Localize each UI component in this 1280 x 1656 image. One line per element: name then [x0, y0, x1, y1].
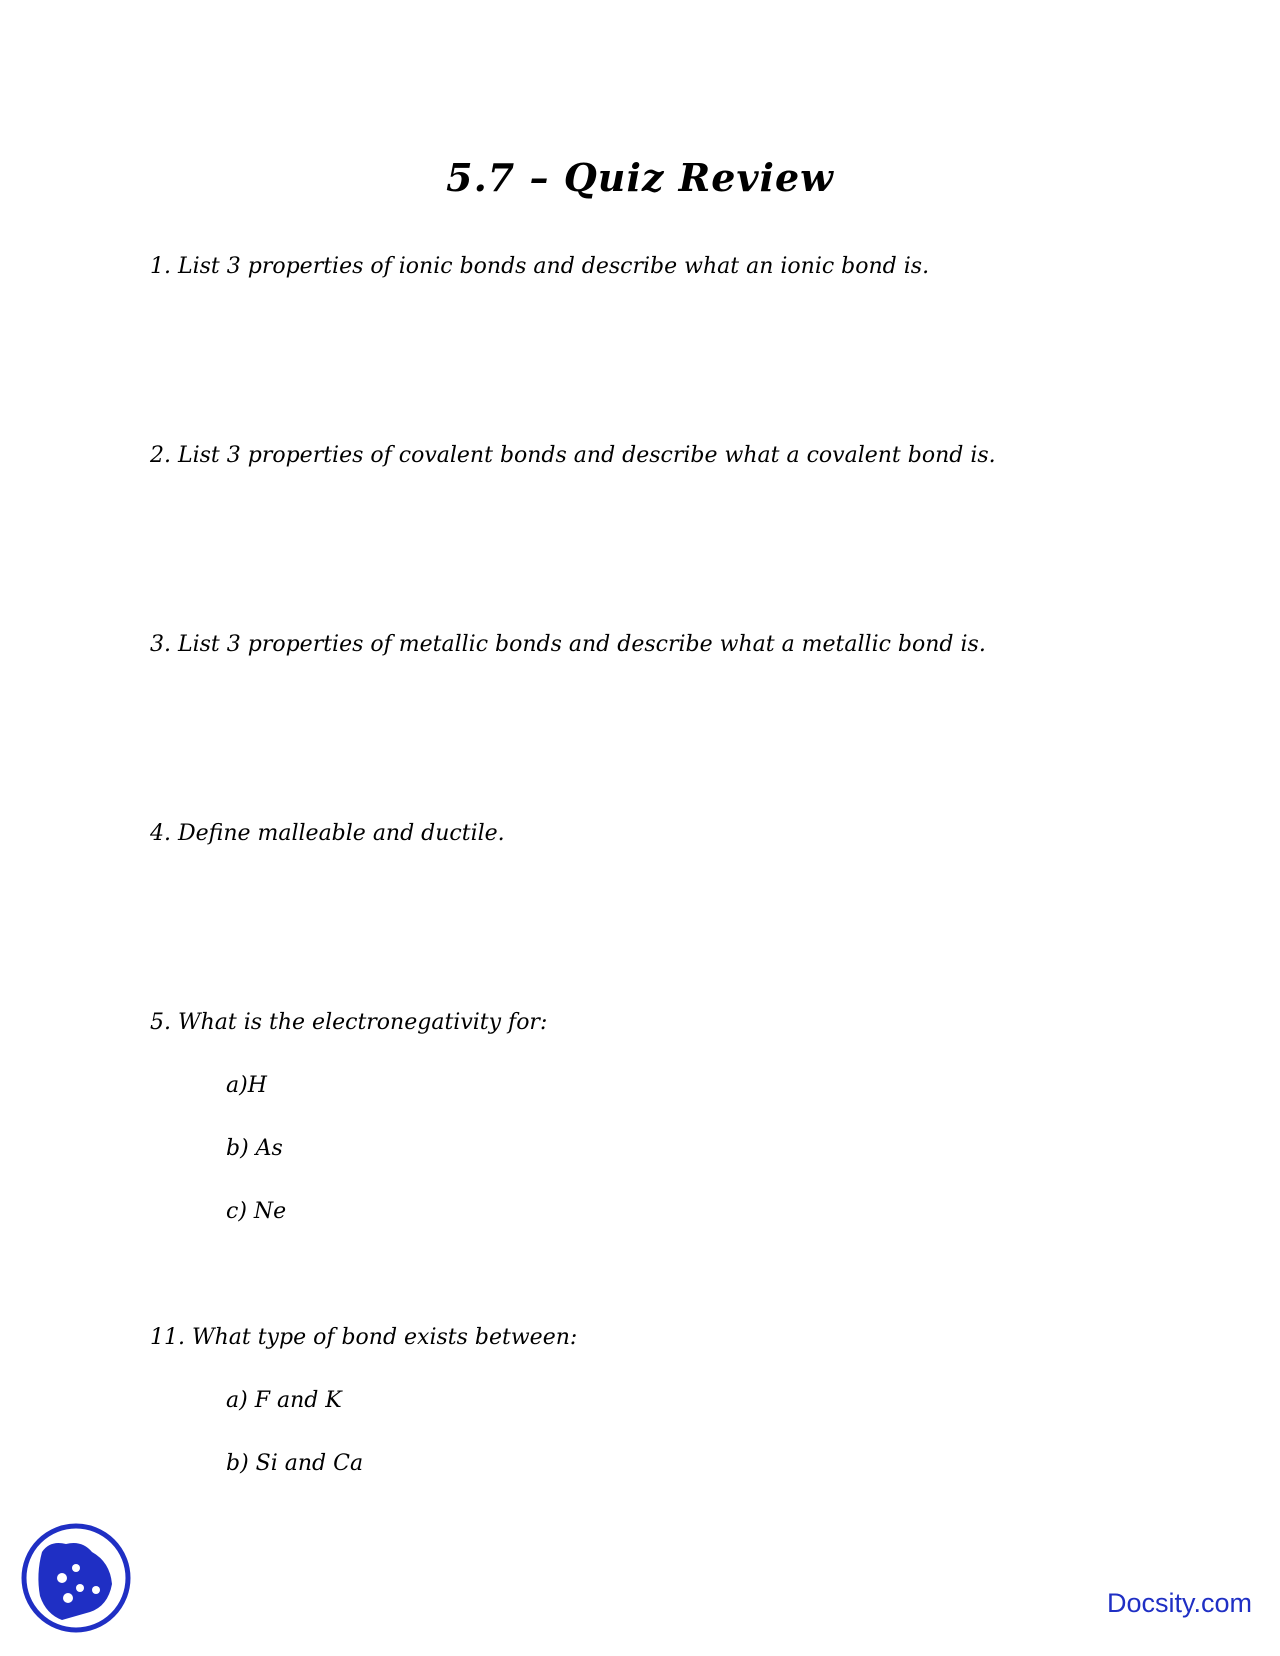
question-3: 3. List 3 properties of metallic bonds and describe what a metallic bond is.: [150, 632, 986, 657]
question-4: 4. Define malleable and ductile.: [150, 821, 505, 846]
page-title: 5.7 – Quiz Review: [446, 155, 834, 200]
question-1: 1. List 3 properties of ionic bonds and describe what an ionic bond is.: [150, 254, 930, 279]
question-11-part-b: b) Si and Ca: [226, 1451, 364, 1476]
brand-watermark[interactable]: Docsity.com: [1106, 1588, 1252, 1618]
docsity-ladybug-icon: [20, 1522, 132, 1634]
question-5-part-b: b) As: [226, 1136, 283, 1161]
question-5-part-a: a)H: [226, 1073, 267, 1098]
question-11-part-a: a) F and K: [226, 1388, 342, 1413]
question-5-part-c: c) Ne: [226, 1199, 287, 1224]
question-2: 2. List 3 properties of covalent bonds and describe what a covalent bond is.: [150, 443, 996, 468]
question-5: 5. What is the electronegativity for:: [150, 1010, 548, 1035]
question-11: 11. What type of bond exists between:: [150, 1325, 578, 1350]
